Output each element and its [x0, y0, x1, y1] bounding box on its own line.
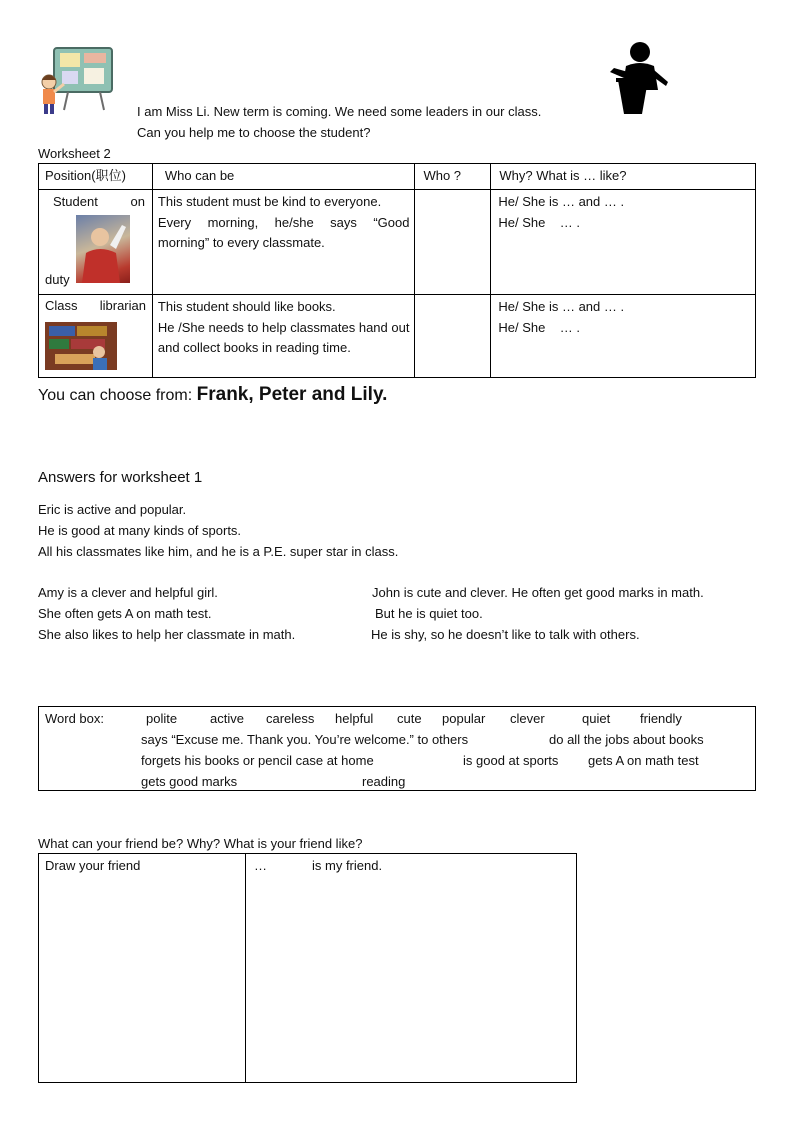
table-header-row [39, 164, 756, 190]
answer-john-line: But he is quiet too. [375, 606, 483, 621]
choose-from-prefix: You can choose from: [38, 387, 193, 404]
word-item: friendly [640, 711, 682, 726]
word-phrase: gets A on math test [588, 753, 699, 768]
header-position: Position(职位) [39, 164, 153, 190]
position-cell [39, 189, 153, 294]
position-label: Student on [53, 193, 145, 209]
position-cell [39, 294, 153, 377]
who-answer-cell[interactable] [415, 294, 491, 377]
intro-line-1: I am Miss Li. New term is coming. We need some leaders in our class. [137, 104, 542, 119]
position-label-continued: duty [45, 271, 70, 287]
word-item: careless [266, 711, 315, 726]
why-cell [491, 294, 756, 377]
table-row [39, 294, 756, 377]
librarian-photo [45, 322, 117, 370]
header-why: Why? What is … like? [491, 164, 756, 190]
word-phrase: gets good marks [141, 774, 238, 789]
speaker-silhouette-illustration [606, 40, 672, 116]
requirement-line: Every morning, he/she says “Good morning” to every classmate. [157, 214, 410, 251]
choose-from-line [38, 383, 387, 408]
worksheet-2-title: Worksheet 2 [38, 146, 111, 161]
answer-eric-line: Eric is active and popular. [38, 502, 187, 517]
answers-title: Answers for worksheet 1 [38, 469, 203, 486]
word-item: quiet [582, 711, 611, 726]
word-phrase: says “Excuse me. Thank you. You’re welcome.” to others [141, 732, 469, 747]
answer-eric-line: He is good at many kinds of sports. [38, 523, 242, 538]
worksheet-2-table [38, 163, 756, 378]
draw-friend-cell[interactable] [39, 854, 246, 1082]
intro-line-2: Can you help me to choose the student? [137, 125, 371, 140]
answer-john-line: He is shy, so he doesn’t like to talk with others. [371, 627, 640, 642]
who-can-be-cell [152, 189, 415, 294]
answer-eric-line: All his classmates like him, and he is a P.E. super star in class. [38, 544, 399, 559]
table-row [39, 189, 756, 294]
word-item: clever [510, 711, 545, 726]
friend-table [38, 853, 577, 1083]
position-label: Class librarian [45, 297, 146, 313]
word-phrase: do all the jobs about books [549, 732, 704, 747]
friend-description-cell[interactable] [246, 854, 576, 1082]
student-photo [76, 215, 130, 283]
answer-john-line: John is cute and clever. He often get good marks in math. [372, 585, 704, 600]
word-item: active [210, 711, 244, 726]
is-my-friend-text: is my friend. [312, 858, 383, 873]
who-answer-cell[interactable] [415, 189, 491, 294]
requirement-line: This student must be kind to everyone. [157, 193, 382, 209]
friend-name-blank: … [254, 858, 267, 873]
why-line: He/ She is … and … . [498, 298, 625, 314]
why-line: He/ She … . [498, 214, 581, 230]
header-who-can-be: Who can be [152, 164, 415, 190]
why-line: He/ She … . [498, 319, 581, 335]
word-phrase: forgets his books or pencil case at home [141, 753, 374, 768]
word-item: popular [442, 711, 486, 726]
word-box [38, 706, 756, 791]
why-line: He/ She is … and … . [498, 193, 625, 209]
word-item: helpful [335, 711, 374, 726]
answer-amy-line: She also likes to help her classmate in math. [38, 627, 296, 642]
word-item: cute [397, 711, 422, 726]
requirement-line: He /She needs to help classmates hand out and collect books in reading time. [157, 319, 410, 356]
answer-amy-line: Amy is a clever and helpful girl. [38, 585, 218, 600]
requirement-line: This student should like books. [157, 298, 336, 314]
header-who: Who ? [415, 164, 491, 190]
draw-friend-label: Draw your friend [45, 858, 141, 873]
why-cell [491, 189, 756, 294]
word-phrase: reading [362, 774, 406, 789]
answer-amy-line: She often gets A on math test. [38, 606, 212, 621]
teacher-illustration [38, 44, 118, 116]
word-box-label: Word box: [45, 711, 105, 726]
friend-question: What can your friend be? Why? What is your friend like? [38, 836, 363, 851]
word-item: polite [146, 711, 178, 726]
choose-from-names: Frank, Peter and Lily. [196, 384, 388, 405]
word-phrase: is good at sports [463, 753, 559, 768]
who-can-be-cell [152, 294, 415, 377]
